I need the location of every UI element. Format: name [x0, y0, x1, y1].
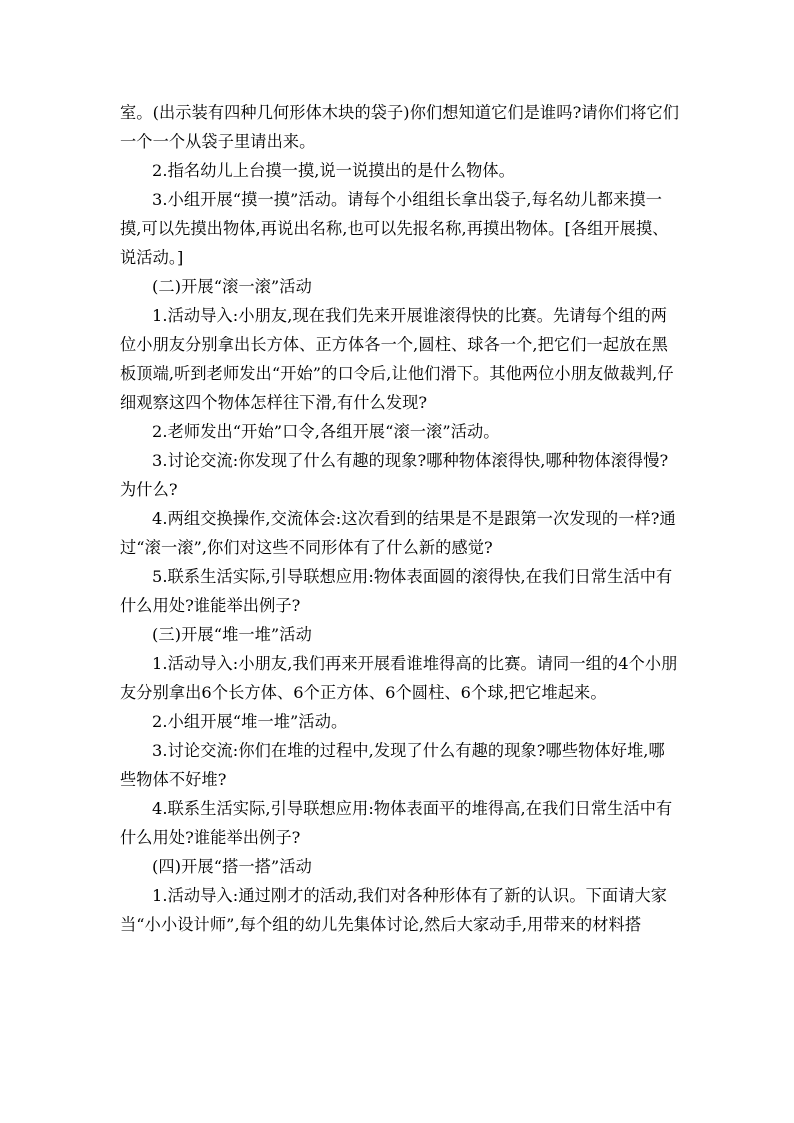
section-heading-roll: (二)开展“滚一滚”活动: [152, 277, 312, 296]
paragraph-roll-step-3: 3.讨论交流:你发现了什么有趣的现象?哪种物体滚得快,哪种物体滚得慢?为什么?: [120, 451, 669, 499]
paragraph-step-2: 2.指名幼儿上台摸一摸,说一说摸出的是什么物体。: [152, 161, 515, 180]
paragraph-continuation: 室。(出示装有四种几何形体木块的袋子)你们想知道它们是谁吗?请你们将它们一个一个从袋子里请出来。: [120, 103, 680, 151]
paragraph-stack-step-4: 4.联系生活实际,引导联想应用:物体表面平的堆得高,在我们日常生活中有什么用处?谁能举出例子?: [120, 799, 673, 847]
paragraph-roll-step-2: 2.老师发出“开始”口令,各组开展“滚一滚”活动。: [152, 422, 500, 441]
paragraph-roll-step-1: 1.活动导入:小朋友,现在我们先来开展谁滚得快的比赛。先请每个组的两位小朋友分别拿出长方体、正方体各一个,圆柱、球各一个,把它们一起放在黑板顶端,听到老师发出“开始”的口令后,让他们滑下。其他两位小朋友做裁判,仔细观察这四个物体怎样往下滑,有什么发现?: [120, 306, 674, 412]
paragraph-step-3: 3.小组开展“摸一摸”活动。请每个小组组长拿出袋子,每名幼儿都来摸一摸,可以先摸出物体,再说出名称,也可以先报名称,再摸出物体。[各组开展摸、说活动。]: [120, 190, 669, 267]
paragraph-stack-step-2: 2.小组开展“堆一堆”活动。: [152, 712, 348, 731]
paragraph-roll-step-4: 4.两组交换操作,交流体会:这次看到的结果是不是跟第一次发现的一样?通过“滚一滚”,你们对这些不同形体有了什么新的感觉?: [120, 509, 676, 557]
paragraph-roll-step-5: 5.联系生活实际,引导联想应用:物体表面圆的滚得快,在我们日常生活中有什么用处?谁能举出例子?: [120, 567, 673, 615]
paragraph-stack-step-3: 3.讨论交流:你们在堆的过程中,发现了什么有趣的现象?哪些物体好堆,哪些物体不好堆?: [120, 741, 665, 789]
document-body: [120, 98, 680, 939]
paragraph-build-step-1: 1.活动导入:通过刚才的活动,我们对各种形体有了新的认识。下面请大家当“小小设计师”,每个组的幼儿先集体讨论,然后大家动手,用带来的材料搭: [120, 886, 668, 934]
paragraph-stack-step-1: 1.活动导入:小朋友,我们再来开展看谁堆得高的比赛。请同一组的4个小朋友分别拿出6个长方体、6个正方体、6个圆柱、6个球,把它堆起来。: [120, 654, 678, 702]
section-heading-build: (四)开展“搭一搭”活动: [152, 857, 312, 876]
section-heading-stack: (三)开展“堆一堆”活动: [152, 625, 312, 644]
